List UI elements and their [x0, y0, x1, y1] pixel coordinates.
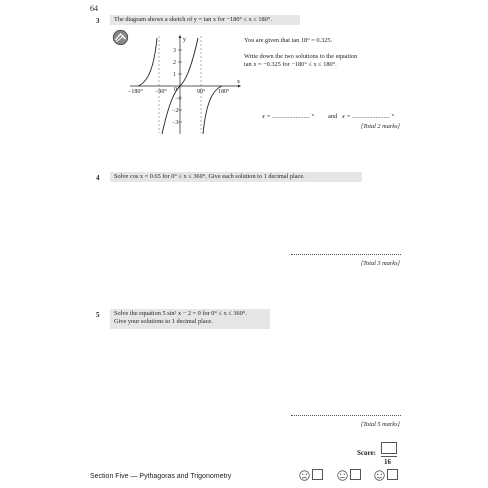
question-3-number: 3 — [96, 17, 100, 25]
origin-label: 0 — [174, 87, 177, 93]
score-box[interactable] — [381, 442, 397, 454]
question-3-answer-and: and — [328, 113, 338, 120]
y-tick-neg1: −1 — [175, 96, 182, 102]
tan-graph — [110, 28, 250, 138]
score-label: Score: — [357, 449, 376, 457]
section-title: Section Five — Pythagoras and Trigonometry — [90, 473, 232, 480]
sad-face-icon — [299, 470, 310, 481]
question-5-marks: [Total 5 marks] — [360, 421, 400, 428]
neutral-face-icon — [337, 470, 348, 481]
question-4-prompt: Solve cos x = 0.65 for 0° ≤ x ≤ 360°. Give each solution to 1 decimal place. — [110, 172, 362, 182]
sad-face-checkbox[interactable] — [312, 469, 323, 480]
question-4-answer-line[interactable] — [291, 254, 401, 255]
question-3-instruction-line2: tan x = −0.325 for −180° ≤ x ≤ 180°. — [244, 61, 337, 68]
page-number: 64 — [90, 4, 98, 13]
x-tick-180: 180° — [218, 89, 230, 95]
question-3-prompt: The diagram shows a sketch of y = tan x for −180° ≤ x ≤ 180°. — [110, 15, 300, 25]
question-3-marks: [Total 2 marks] — [360, 123, 400, 130]
y-tick-1: 1 — [173, 72, 176, 78]
score-total: 16 — [384, 458, 391, 466]
question-3-given: You are given that tan 18° = 0.325. — [244, 37, 333, 44]
x-tick-neg90: −90° — [155, 89, 167, 95]
score-divider — [381, 456, 397, 457]
question-4-number: 4 — [96, 174, 100, 182]
x-tick-neg180: −180° — [128, 89, 143, 95]
question-5-prompt-line2: Give your solutions to 1 decimal place. — [114, 318, 213, 325]
y-tick-3: 3 — [173, 48, 176, 54]
question-4-marks: [Total 3 marks] — [360, 260, 400, 267]
y-axis-label: y — [183, 37, 186, 43]
y-tick-2: 2 — [173, 60, 176, 66]
question-3-instruction-line1: Write down the two solutions to the equation — [244, 53, 358, 60]
happy-face-checkbox[interactable] — [387, 469, 398, 480]
question-3-answer-x2[interactable]: x = ........................ ° — [342, 113, 395, 120]
tan-curve-left — [138, 38, 157, 86]
question-5-answer-line[interactable] — [291, 415, 401, 416]
question-3-answer-x1[interactable]: x = ........................ ° — [262, 113, 315, 120]
x-tick-90: 90° — [197, 89, 206, 95]
y-tick-neg3: −3 — [172, 120, 179, 126]
y-tick-neg2: −2 — [172, 108, 179, 114]
question-5-prompt-line1: Solve the equation 5 sin² x − 2 = 0 for 0° ≤ x ≤ 360°. — [114, 310, 247, 317]
y-axis-arrow — [179, 35, 182, 38]
neutral-face-checkbox[interactable] — [350, 469, 361, 480]
x-axis-label: x — [237, 79, 240, 85]
happy-face-icon — [374, 470, 385, 481]
question-5-number: 5 — [96, 311, 100, 319]
question-5-prompt-box — [110, 309, 270, 329]
